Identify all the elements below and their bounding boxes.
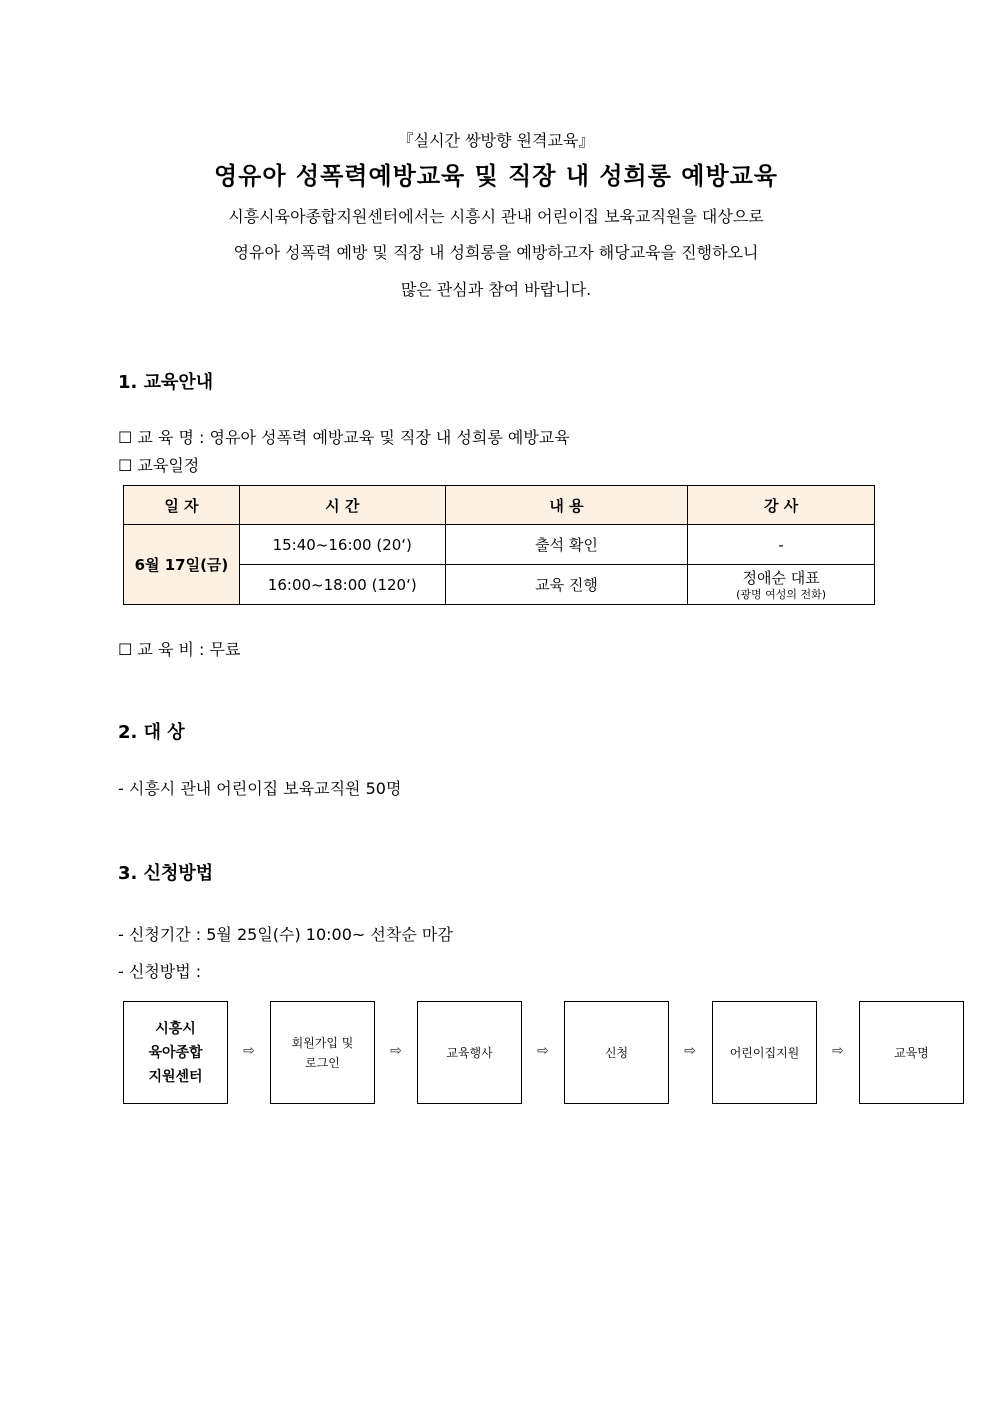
arrow-right-icon: ⇨: [684, 1043, 696, 1059]
flow-step-center: 시흥시 육아종합 지원센터: [123, 1001, 228, 1104]
flow-step-signup-login: 회원가입 및 로그인: [270, 1001, 375, 1104]
document-title: 영유아 성폭력예방교육 및 직장 내 성희롱 예방교육: [214, 162, 778, 190]
table-header-row: [124, 486, 875, 525]
schedule-table: [123, 485, 875, 605]
time-cell: 15:40~16:00 (20‘): [239, 525, 445, 565]
intro-line-2: 영유아 성폭력 예방 및 직장 내 성희롱을 예방하고자 해당교육을 진행하오니: [233, 243, 759, 262]
table-row: [124, 525, 875, 565]
date-cell: 6월 17일(금): [124, 525, 240, 605]
instructor-cell: [688, 565, 875, 605]
target-line: - 시흥시 관내 어린이집 보육교직원 50명: [118, 779, 402, 798]
schedule-label: ☐ 교육일정: [118, 456, 200, 475]
arrow-right-icon: ⇨: [832, 1043, 844, 1059]
instructor-cell: -: [688, 525, 875, 565]
intro-line-1: 시흥시육아종합지원센터에서는 시흥시 관내 어린이집 보육교직원을 대상으로: [228, 207, 764, 226]
flow-step-apply: 신청: [564, 1001, 669, 1104]
instructor-affiliation: (광명 여성의 전화): [736, 588, 827, 601]
header-date: 일 자: [124, 486, 240, 525]
header-content: 내 용: [445, 486, 688, 525]
application-method-label: - 신청방법 :: [118, 962, 202, 981]
flow-step-daycare-support: 어린이집지원: [712, 1001, 817, 1104]
section-heading-target: 2. 대 상: [118, 722, 185, 743]
intro-line-3: 많은 관심과 참여 바랍니다.: [400, 280, 592, 299]
header-instructor: 강 사: [688, 486, 875, 525]
content-cell: 출석 확인: [445, 525, 688, 565]
header-time: 시 간: [239, 486, 445, 525]
flow-step-education-events: 교육행사: [417, 1001, 522, 1104]
arrow-right-icon: ⇨: [537, 1043, 549, 1059]
arrow-right-icon: ⇨: [390, 1043, 402, 1059]
fee-line: ☐ 교 육 비 : 무료: [118, 640, 241, 659]
document-subtitle: 『실시간 쌍방향 원격교육』: [397, 131, 595, 150]
content-cell: 교육 진행: [445, 565, 688, 605]
section-heading-application: 3. 신청방법: [118, 863, 214, 884]
course-name-line: ☐ 교 육 명 : 영유아 성폭력 예방교육 및 직장 내 성희롱 예방교육: [118, 428, 570, 447]
section-heading-education-info: 1. 교육안내: [118, 372, 214, 393]
instructor-name: 정애순 대표: [742, 569, 820, 587]
time-cell: 16:00~18:00 (120‘): [239, 565, 445, 605]
flow-step-course-name: 교육명: [859, 1001, 964, 1104]
arrow-right-icon: ⇨: [243, 1043, 255, 1059]
application-period: - 신청기간 : 5월 25일(수) 10:00~ 선착순 마감: [118, 925, 453, 944]
